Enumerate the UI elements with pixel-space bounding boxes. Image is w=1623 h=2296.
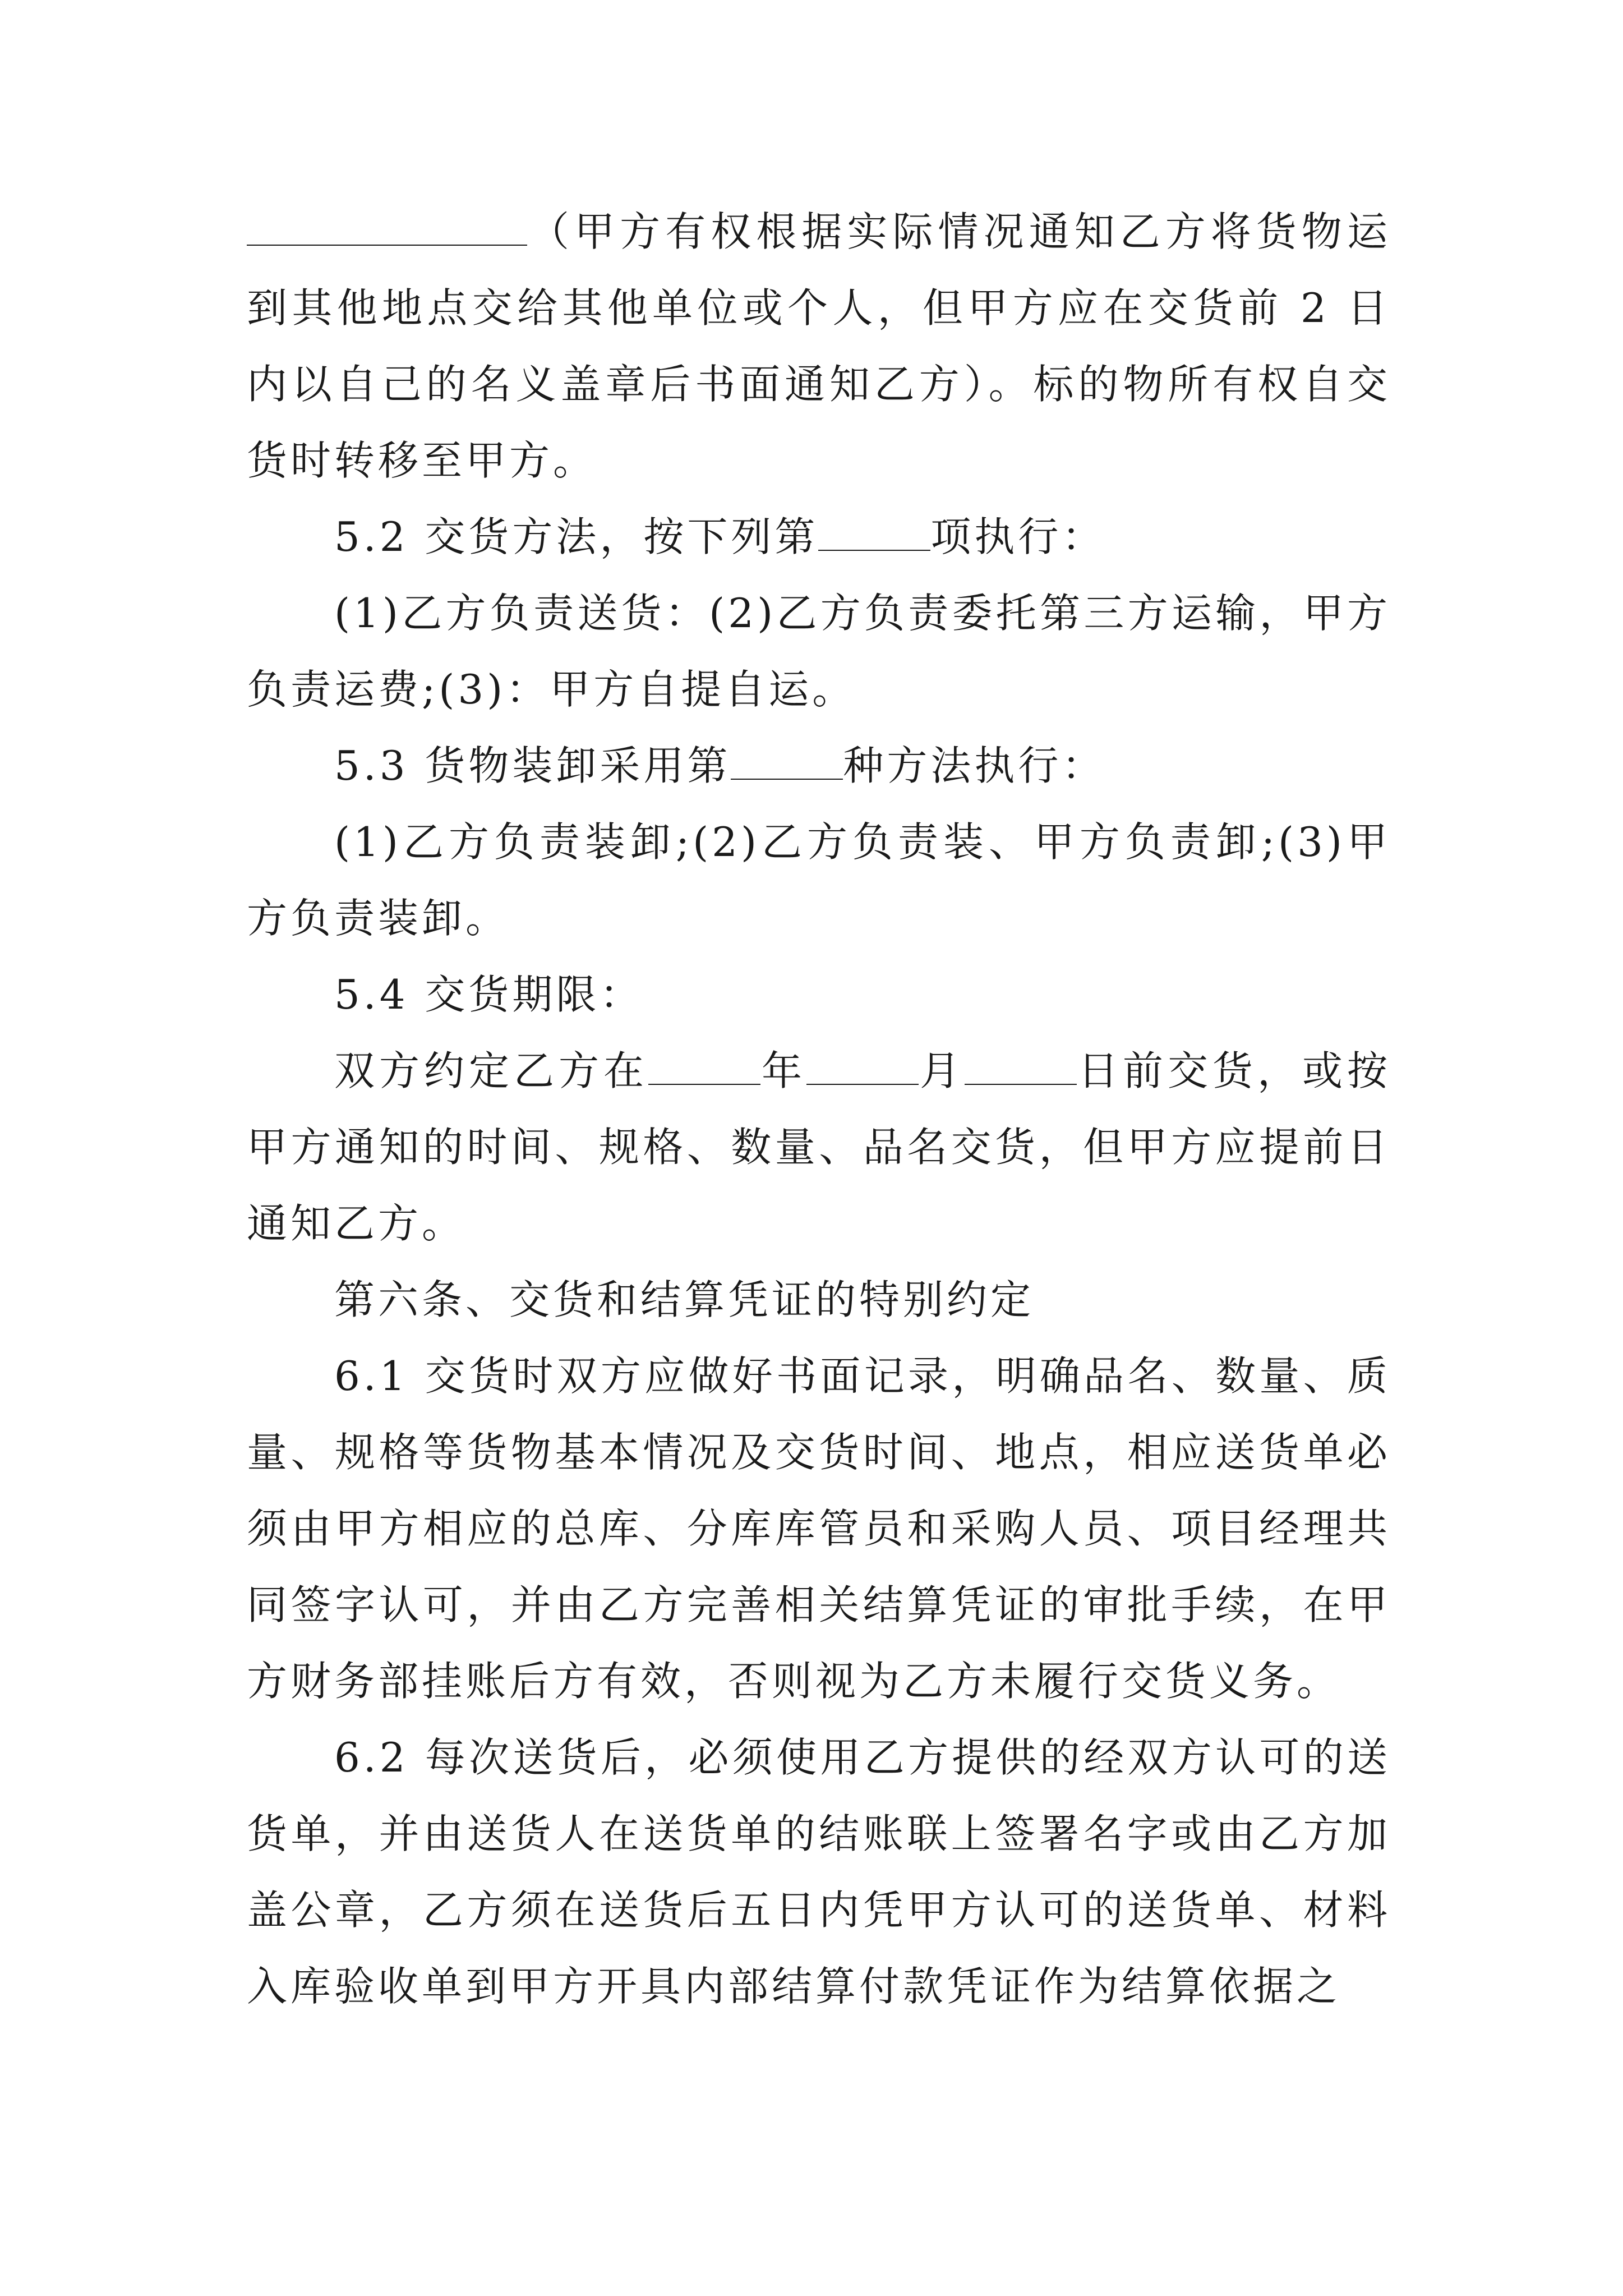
paragraph-delivery-note — [247, 1719, 1391, 2024]
paragraph-delivery-location — [247, 194, 1391, 499]
paragraph-text: 6.1 交货时双方应做好书面记录，明确品名、数量、质量、规格等货物基本情况及交货时间、地点，相应送货单必须由甲方相应的总库、分库库管员和采购人员、项目经理共同签字认可，并由乙方完善相关结算凭证的审批手续，在甲方财务部挂账后方有效，否则视为乙方未履行交货义务。 — [247, 1352, 1391, 1705]
heading-text: 第六条、交货和结算凭证的特别约定 — [334, 1276, 1035, 1323]
paragraph-loading-method — [247, 728, 1391, 804]
paragraph-text: 5.2 交货方法，按下列第 — [334, 513, 819, 560]
paragraph-text: 6.2 每次送货后，必须使用乙方提供的经双方认可的送货单，并由送货人在送货单的结账联上签署名字或由乙方加盖公章，乙方须在送货后五日内凭甲方认可的送货单、材料入库验收单到甲方开具内部结算付款凭证作为结算依据之 — [247, 1734, 1391, 2010]
paragraph-delivery-records — [247, 1338, 1391, 1719]
paragraph-delivery-options — [247, 575, 1391, 728]
paragraph-text: 双方约定乙方在 — [334, 1047, 648, 1094]
paragraph-text: （甲方有权根据实际情况通知乙方将货物运到其他地点交给其他单位或个人，但甲方应在交货前 2 日内以自己的名义盖章后书面通知乙方）。标的物所有权自交货时转移至甲方。 — [247, 208, 1391, 484]
blank-field — [247, 208, 527, 246]
blank-field — [731, 742, 843, 780]
paragraph-text: (1)乙方负责装卸;(2)乙方负责装、甲方负责卸;(3)甲方负责装卸。 — [247, 818, 1391, 942]
paragraph-loading-options — [247, 804, 1391, 956]
paragraph-text: 项执行： — [930, 513, 1106, 560]
paragraph-text: 5.3 货物装卸采用第 — [334, 742, 731, 789]
paragraph-delivery-deadline — [247, 956, 1391, 1033]
document-body — [247, 194, 1391, 2024]
blank-field — [818, 513, 930, 551]
paragraph-text: 月 — [918, 1047, 965, 1094]
paragraph-text: 种方法执行： — [843, 742, 1106, 789]
paragraph-text: (1)乙方负责送货：(2)乙方负责委托第三方运输，甲方负责运费;(3)：甲方自提自运。 — [247, 590, 1391, 713]
paragraph-delivery-method — [247, 499, 1391, 575]
paragraph-text: 5.4 交货期限： — [334, 971, 644, 1018]
paragraph-text: 日前交货，或按甲方通知的时间、规格、数量、品名交货，但甲方应提前日通知乙方。 — [247, 1047, 1391, 1247]
paragraph-text: 年 — [760, 1047, 806, 1094]
blank-field-month — [806, 1047, 919, 1085]
blank-field-year — [648, 1047, 760, 1085]
section-heading-article-six — [247, 1262, 1391, 1338]
paragraph-delivery-date — [247, 1033, 1391, 1262]
blank-field-day — [965, 1047, 1077, 1085]
